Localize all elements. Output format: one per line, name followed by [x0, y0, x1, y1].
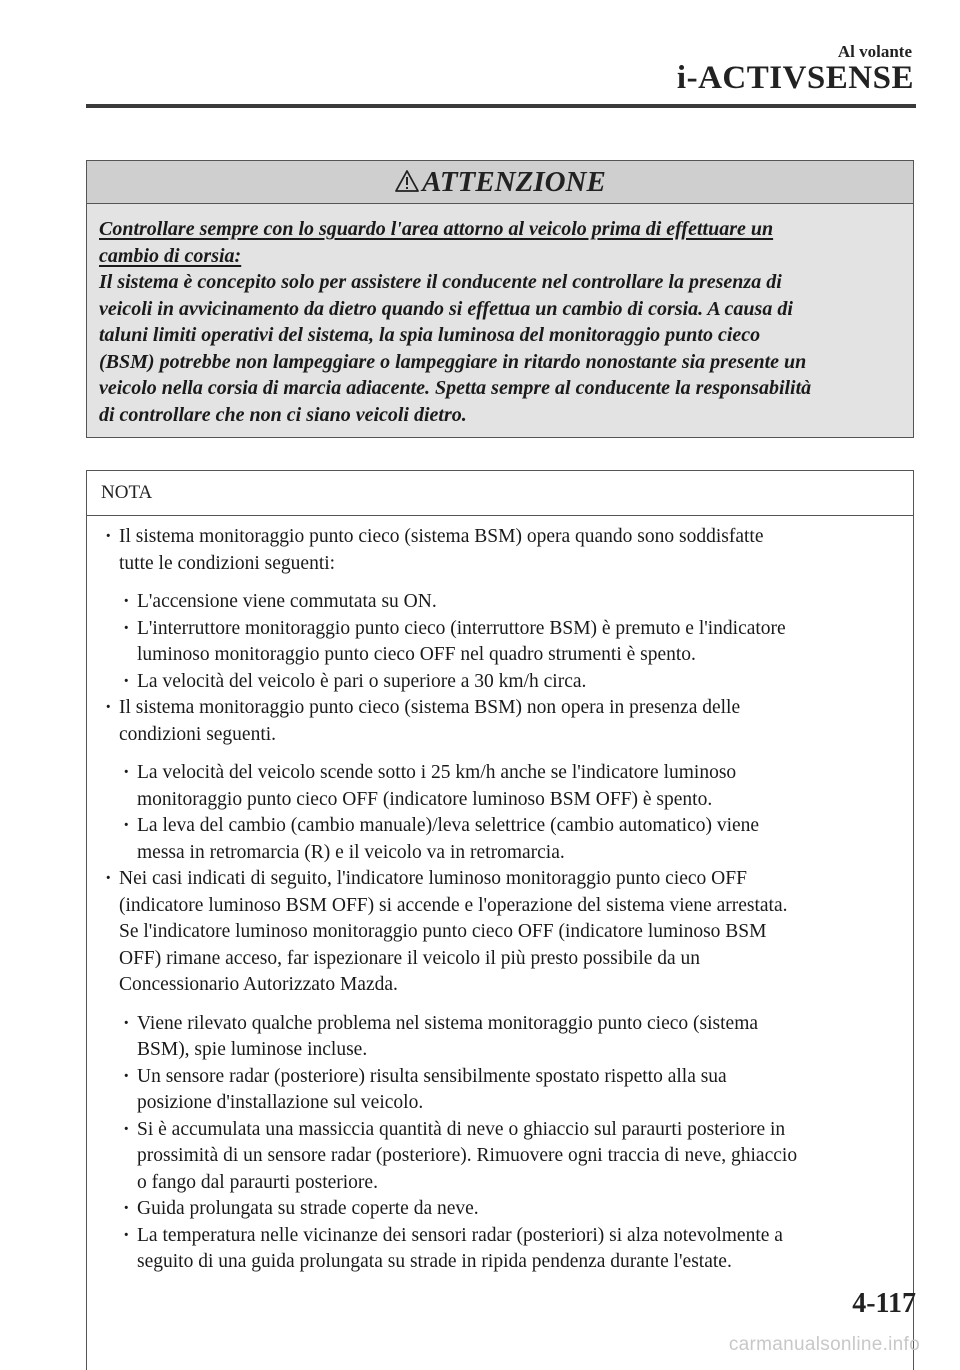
list-item-line: o fango dal paraurti posteriore.	[137, 1171, 378, 1193]
list-item-line: luminoso monitoraggio punto cieco OFF nel quadro strumenti è spento.	[137, 644, 696, 665]
list-item-line: · Guida prolungata su strade coperte da neve.	[137, 1198, 479, 1219]
list-item-line: OFF) rimane acceso, far ispezionare il veicolo il più presto possibile da un	[119, 947, 701, 969]
warning-line: cambio di corsia:	[99, 244, 242, 267]
list-item-line: monitoraggio punto cieco OFF (indicatore luminoso BSM OFF) è spento.	[137, 788, 713, 810]
list-item	[101, 866, 899, 999]
note-body	[87, 516, 913, 1276]
warning-triangle-icon	[394, 169, 420, 193]
sub-list-item	[119, 616, 899, 669]
sub-list-item	[119, 813, 899, 866]
list-item-line: · Il sistema monitoraggio punto cieco (sistema BSM) non opera in presenza delle	[119, 697, 741, 718]
list-item-line: · Nei casi indicati di seguito, l'indicatore luminoso monitoraggio punto cieco OFF	[119, 868, 747, 889]
sub-list-item	[119, 669, 899, 696]
list-item-line: · Viene rilevato qualche problema nel sistema monitoraggio punto cieco (sistema	[137, 1012, 759, 1034]
sub-list-item	[119, 1064, 899, 1117]
sub-list-item	[119, 1011, 899, 1064]
sub-list-item	[119, 1223, 899, 1276]
warning-line: (BSM) potrebbe non lampeggiare o lampeggiare in ritardo nonostante sia presente un	[99, 350, 807, 373]
warning-body	[87, 204, 913, 428]
sub-list-item	[119, 1117, 899, 1197]
warning-line: di controllare che non ci siano veicoli dietro.	[99, 403, 467, 426]
list-item-line: condizioni seguenti.	[119, 723, 277, 745]
page-title: i-ACTIVSENSE	[676, 60, 914, 96]
sub-list-item	[119, 589, 899, 616]
list-item-line: Se l'indicatore luminoso monitoraggio punto cieco OFF (indicatore luminoso BSM	[119, 921, 767, 942]
watermark: carmanualsonline.info	[728, 1334, 920, 1355]
warning-line: Il sistema è concepito solo per assistere il conducente nel controllare la presenza di	[99, 271, 782, 293]
list-item-line: Concessionario Autorizzato Mazda.	[119, 974, 398, 995]
list-item-line: (indicatore luminoso BSM OFF) si accende e l'operazione del sistema viene arrestata.	[119, 894, 788, 916]
list-item-line: · L'accensione viene commutata su ON.	[137, 591, 437, 612]
warning-line: Controllare sempre con lo sguardo l'area attorno al veicolo prima di effettuare un	[99, 218, 774, 240]
list-item-line: · Si è accumulata una massiccia quantità di neve o ghiaccio sul paraurti posteriore in	[137, 1118, 786, 1140]
page-number: 4-117	[852, 1288, 916, 1319]
sub-list-item	[119, 760, 899, 813]
list-item	[101, 695, 899, 748]
header-divider	[86, 104, 916, 108]
list-item-line: · Un sensore radar (posteriore) risulta sensibilmente spostato rispetto alla sua	[137, 1065, 727, 1087]
list-item-line: · La temperatura nelle vicinanze dei sensori radar (posteriori) si alza notevolmente a	[137, 1224, 783, 1246]
warning-header	[87, 161, 913, 204]
list-item-line: messa in retromarcia (R) e il veicolo va in retromarcia.	[137, 841, 565, 863]
note-title: NOTA	[87, 471, 913, 516]
warning-line: veicolo nella corsia di marcia adiacente. Spetta sempre al conducente la responsabilità	[99, 377, 812, 399]
list-item-line: · La velocità del veicolo scende sotto i 25 km/h anche se l'indicatore luminoso	[137, 762, 737, 783]
list-item-line: · La velocità del veicolo è pari o superiore a 30 km/h circa.	[137, 670, 587, 692]
warning-line: taluni limiti operativi del sistema, la spia luminosa del monitoraggio punto cieco	[99, 324, 761, 346]
list-item-line: BSM), spie luminose incluse.	[137, 1039, 368, 1060]
list-item-line: prossimità di un sensore radar (posteriore). Rimuovere ogni traccia di neve, ghiaccio	[137, 1145, 798, 1166]
list-item	[101, 524, 899, 577]
warning-title: ATTENZIONE	[422, 165, 606, 198]
list-item-line: posizione d'installazione sul veicolo.	[137, 1092, 424, 1113]
list-item-line: · Il sistema monitoraggio punto cieco (sistema BSM) opera quando sono soddisfatte	[119, 526, 764, 547]
list-item-line: seguito di una guida prolungata su strade in ripida pendenza durante l'estate.	[137, 1251, 732, 1272]
list-item-line: · La leva del cambio (cambio manuale)/leva selettrice (cambio automatico) viene	[137, 815, 760, 836]
note-box	[86, 470, 914, 1370]
list-item-line: tutte le condizioni seguenti:	[119, 552, 336, 574]
warning-box	[86, 160, 914, 438]
list-item-line: · L'interruttore monitoraggio punto cieco (interruttore BSM) è premuto e l'indicatore	[137, 617, 786, 639]
sub-list-item	[119, 1196, 899, 1223]
section-label: Al volante	[837, 42, 912, 61]
warning-line: veicoli in avvicinamento da dietro quando si effettua un cambio di corsia. A causa di	[99, 297, 793, 320]
